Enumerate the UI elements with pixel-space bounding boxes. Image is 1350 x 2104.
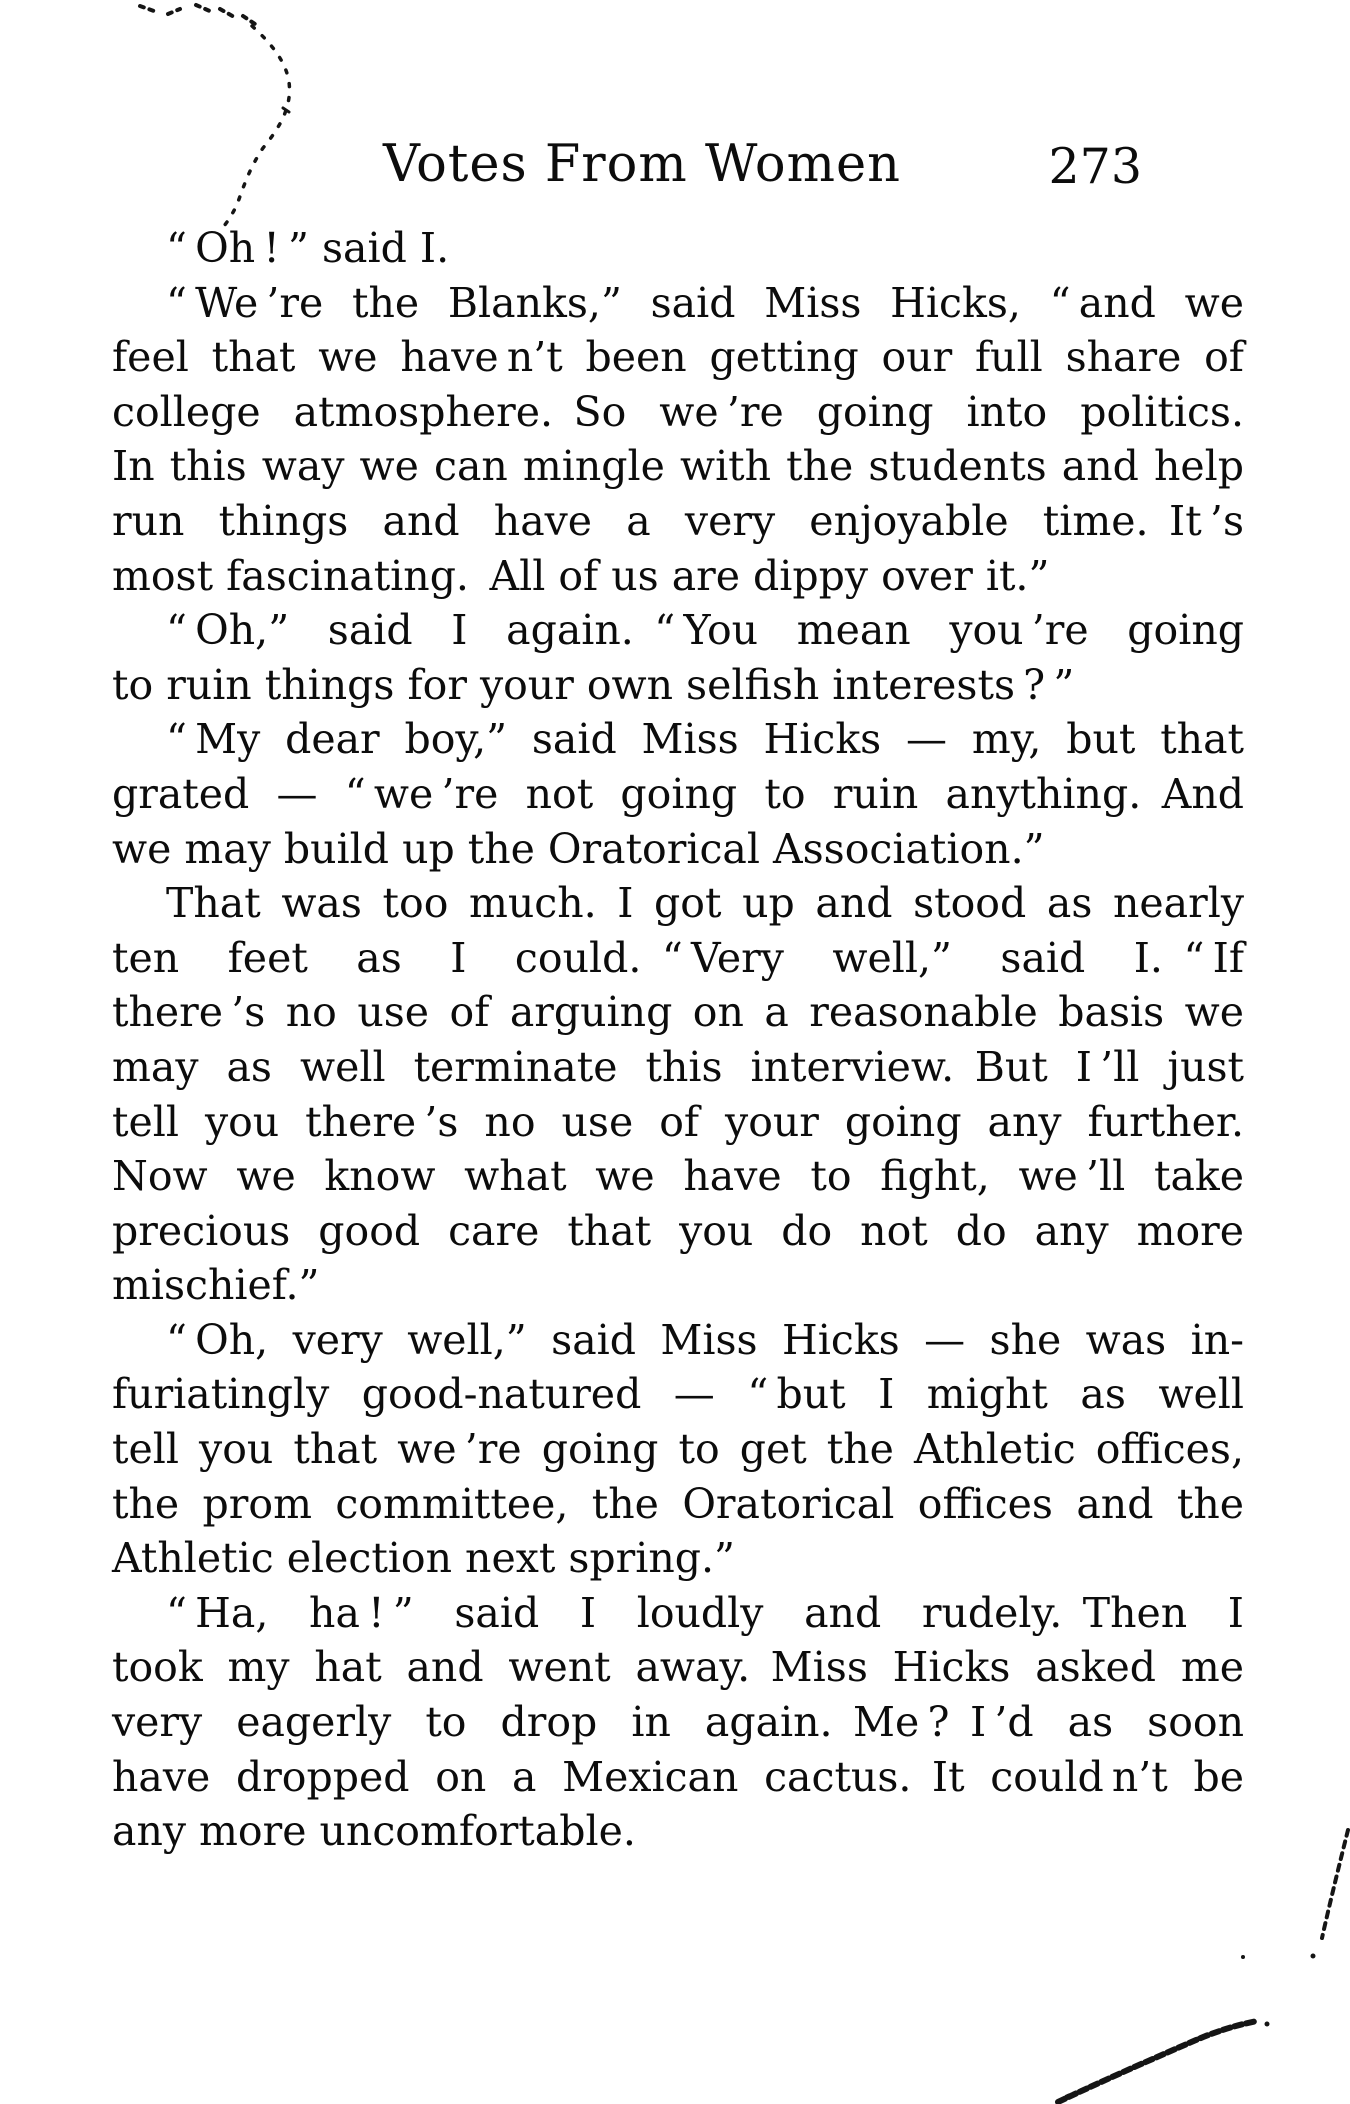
text-line: “ We ’re the Blanks,” said Miss Hicks, “ and we xyxy=(166,278,1244,327)
text-line: In this way we can mingle with the students and help xyxy=(112,442,1244,491)
text-line: tell you that we ’re going to get the Athletic offices, xyxy=(112,1425,1244,1474)
text-line: most fascinating. All of us are dippy over it.” xyxy=(112,551,1050,600)
text-line: “ Ha, ha ! ” said I loudly and rudely. Then I xyxy=(166,1588,1244,1637)
text-line: have dropped on a Mexican cactus. It could n’t be xyxy=(112,1752,1244,1801)
text-line: took my hat and went away. Miss Hicks asked me xyxy=(112,1643,1244,1692)
text-line: grated — “ we ’re not going to ruin anything. And xyxy=(112,769,1244,818)
text-line: may as well terminate this interview. But I ’ll just xyxy=(112,1042,1244,1091)
text-line: feel that we have n’t been getting our full share of xyxy=(112,333,1244,382)
text-line: tell you there ’s no use of your going any further. xyxy=(112,1097,1244,1146)
scan-artifact-right xyxy=(1241,1830,1348,1959)
text-line: run things and have a very enjoyable time. It ’s xyxy=(112,496,1244,545)
scan-artifact-top-left xyxy=(140,5,289,232)
text-line: That was too much. I got up and stood as nearly xyxy=(166,879,1244,928)
text-line: Now we know what we have to fight, we ’ll take xyxy=(112,1152,1244,1201)
text-line: any more uncomfortable. xyxy=(112,1807,636,1856)
running-title: Votes From Women xyxy=(382,135,902,194)
text-line: “ Oh,” said I again. “ You mean you ’re going xyxy=(166,606,1244,655)
text-line: college atmosphere. So we ’re going into politics. xyxy=(112,387,1244,436)
text-line: mischief.” xyxy=(112,1261,320,1310)
text-line: we may build up the Oratorical Association.” xyxy=(112,824,1045,873)
text-line: furiatingly good-natured — “ but I might as well xyxy=(112,1370,1244,1419)
text-line: there ’s no use of arguing on a reasonable basis we xyxy=(112,988,1244,1037)
text-line: to ruin things for your own selfish interests ? ” xyxy=(112,660,1075,709)
text-line: ten feet as I could. “ Very well,” said I. “ If xyxy=(112,933,1244,982)
text-line: Athletic election next spring.” xyxy=(112,1534,735,1583)
text-line: very eagerly to drop in again. Me ? I ’d as soon xyxy=(112,1698,1244,1747)
text-line: “ My dear boy,” said Miss Hicks — my, but that xyxy=(166,715,1244,764)
text-line: precious good care that you do not do any more xyxy=(112,1206,1244,1255)
scan-artifact-bottom xyxy=(1058,2021,1270,2102)
text-line: “ Oh, very well,” said Miss Hicks — she was in- xyxy=(166,1315,1244,1364)
text-line: “ Oh ! ” said I. xyxy=(166,224,450,272)
page-number: 273 xyxy=(1048,138,1142,195)
text-line: the prom committee, the Oratorical offices and the xyxy=(112,1479,1244,1528)
body-text xyxy=(112,221,1244,1859)
